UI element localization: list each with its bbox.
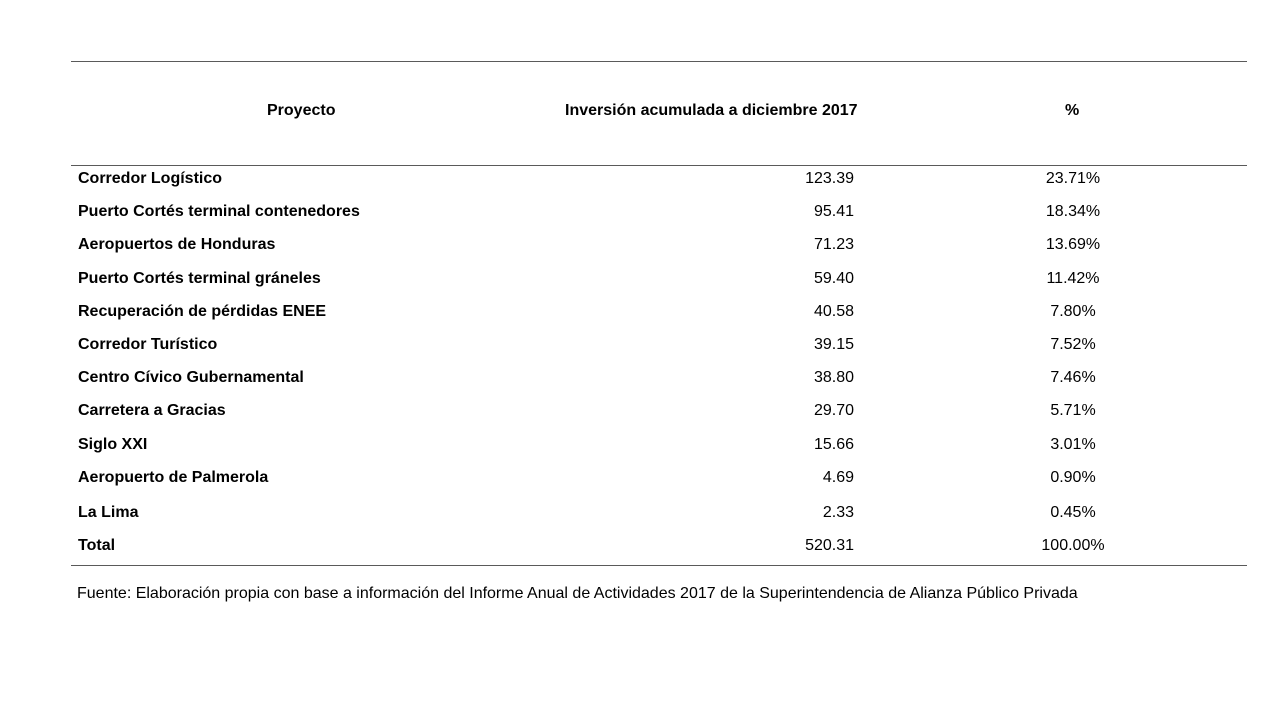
table-row	[71, 166, 1247, 192]
table-row	[71, 299, 1247, 325]
investment-value: 59.40	[813, 270, 854, 287]
table-total-row	[71, 533, 1247, 559]
project-name: Carretera a Gracias	[78, 402, 226, 419]
table-row	[71, 365, 1247, 391]
project-name: Puerto Cortés terminal gráneles	[78, 270, 321, 287]
table-row	[71, 432, 1247, 458]
percent-value: 0.45%	[1050, 504, 1096, 521]
table-bottom-rule	[71, 565, 1247, 566]
source-note: Fuente: Elaboración propia con base a información del Informe Anual de Actividades 2017 de la Superintendencia de Alianza Público Privada	[77, 585, 1078, 602]
header-percent: %	[1065, 102, 1080, 119]
table-row	[71, 500, 1247, 526]
project-name: Recuperación de pérdidas ENEE	[78, 303, 327, 320]
table-top-rule	[71, 61, 1247, 62]
investment-value: 71.23	[813, 236, 854, 253]
table-row	[71, 332, 1247, 358]
table-row	[71, 398, 1247, 424]
project-name: La Lima	[78, 504, 139, 521]
table-row	[71, 199, 1247, 225]
investment-value: 29.70	[813, 402, 854, 419]
percent-value: 5.71%	[1050, 402, 1096, 419]
percent-value: 7.46%	[1050, 369, 1096, 386]
percent-value: 23.71%	[1045, 170, 1101, 187]
investment-value: 4.69	[822, 469, 854, 486]
percent-value: 0.90%	[1050, 469, 1096, 486]
header-investment: Inversión acumulada a diciembre 2017	[565, 102, 858, 119]
project-name: Siglo XXI	[78, 436, 148, 453]
total-percent: 100.00%	[1041, 537, 1105, 554]
investment-value: 123.39	[805, 170, 854, 187]
investment-value: 39.15	[813, 336, 854, 353]
percent-value: 7.52%	[1050, 336, 1096, 353]
percent-value: 11.42%	[1046, 270, 1100, 287]
investment-value: 40.58	[813, 303, 854, 320]
project-name: Aeropuerto de Palmerola	[78, 469, 269, 486]
investment-value: 15.66	[813, 436, 854, 453]
percent-value: 7.80%	[1050, 303, 1096, 320]
table-row	[71, 232, 1247, 258]
percent-value: 18.34%	[1045, 203, 1101, 220]
investment-value: 2.33	[822, 504, 854, 521]
table-row	[71, 266, 1247, 292]
project-name: Centro Cívico Gubernamental	[78, 369, 304, 386]
total-investment: 520.31	[805, 537, 854, 554]
header-project: Proyecto	[267, 102, 336, 119]
investment-value: 38.80	[813, 369, 854, 386]
total-label: Total	[78, 537, 116, 554]
project-name: Corredor Logístico	[78, 170, 223, 187]
project-name: Corredor Turístico	[78, 336, 218, 353]
project-name: Puerto Cortés terminal contenedores	[78, 203, 360, 220]
percent-value: 3.01%	[1050, 436, 1096, 453]
table-row	[71, 465, 1247, 491]
investment-value: 95.41	[813, 203, 854, 220]
project-name: Aeropuertos de Honduras	[78, 236, 276, 253]
percent-value: 13.69%	[1045, 236, 1101, 253]
